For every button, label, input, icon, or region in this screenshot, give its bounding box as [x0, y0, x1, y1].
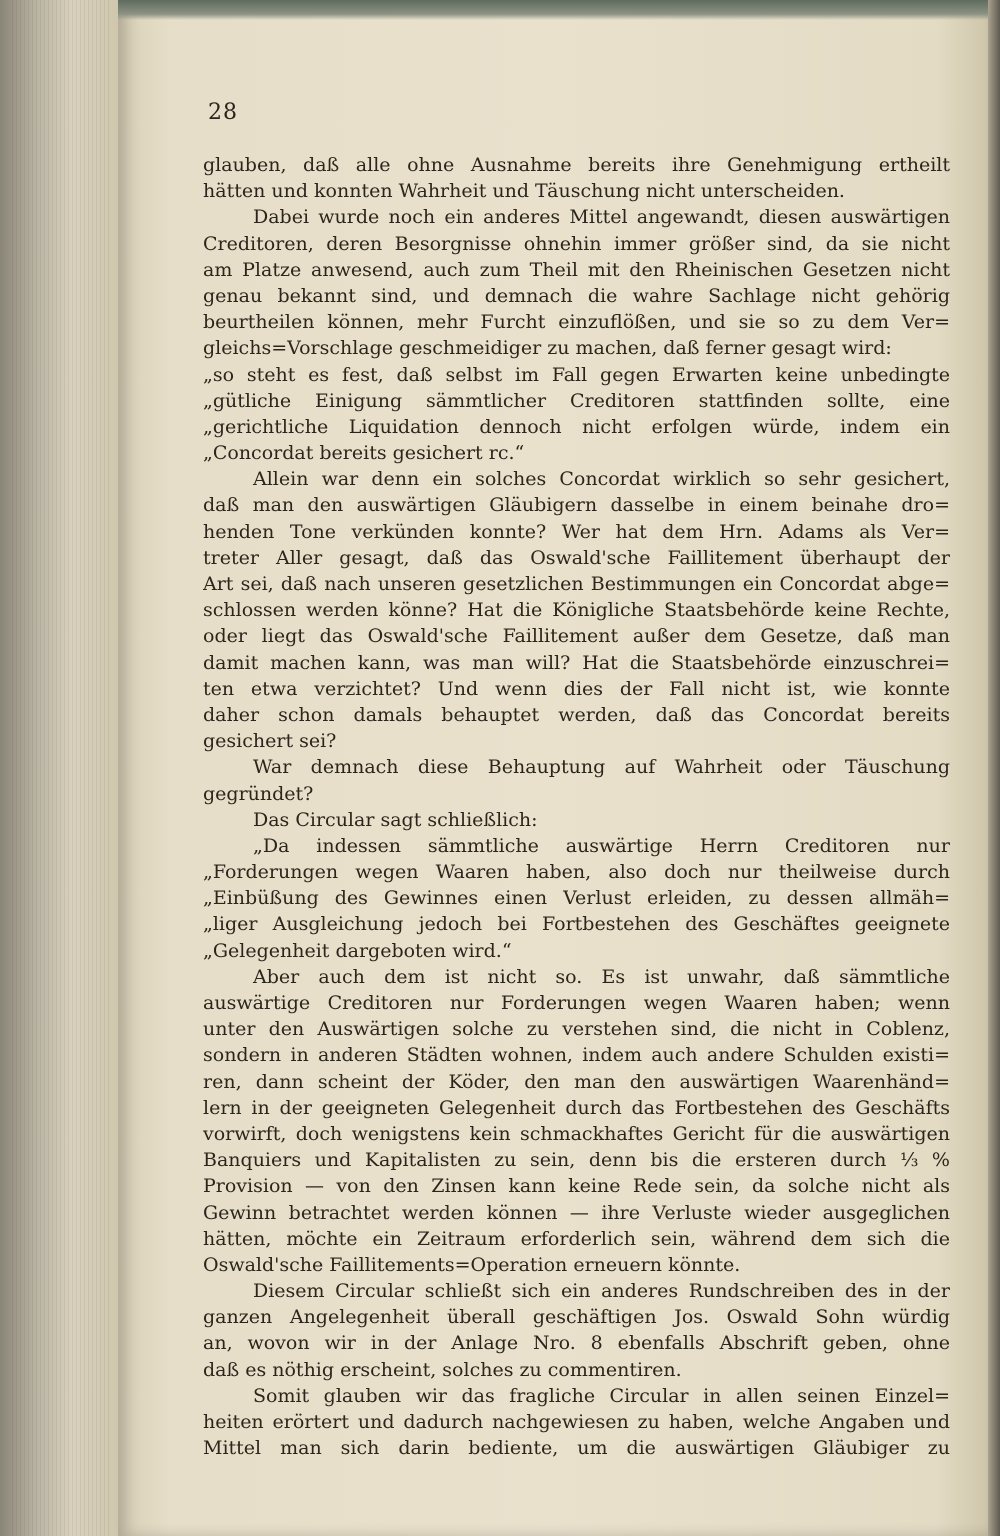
text-line: beurtheilen können, mehr Furcht einzuflößen, und sie so zu dem Ver= [203, 311, 950, 334]
right-page-edge [988, 0, 1000, 1536]
text-line: ten etwa verzichtet? Und wenn dies der Fall nicht ist, wie konnte [203, 677, 950, 700]
text-line: Somit glauben wir das fragliche Circular in allen seinen Einzel= [253, 1384, 950, 1407]
text-line: gleichs=Vorschlage geschmeidiger zu machen, daß ferner gesagt wird: [203, 337, 892, 360]
text-line: Creditoren, deren Besorgnisse ohnehin immer größer sind, da sie nicht [203, 232, 950, 255]
text-line: auswärtige Creditoren nur Forderungen wegen Waaren haben; wenn [203, 992, 950, 1014]
text-line: heiten erörtert und dadurch nachgewiesen zu haben, welche Angaben und [203, 1411, 950, 1433]
text-line: hätten und konnten Wahrheit und Täuschung nicht unterscheiden. [203, 180, 845, 203]
text-line: gesichert sei? [203, 730, 337, 753]
text-line: War demnach diese Behauptung auf Wahrheit oder Täuschung [253, 756, 950, 779]
text-line: daß man den auswärtigen Gläubigern dasselbe in einem beinahe dro= [203, 494, 950, 517]
text-line: „gerichtliche Liquidation dennoch nicht erfolgen würde, indem ein [203, 415, 950, 438]
text-line: „Da indessen sämmtliche auswärtige Herrn Creditoren nur [253, 834, 950, 857]
text-line: ganzen Angelegenheit überall geschäftigen Jos. Oswald Sohn würdig [203, 1306, 950, 1329]
text-line: daher schon damals behauptet werden, daß das Concordat bereits [203, 703, 950, 726]
text-line: „Gelegenheit dargeboten wird.“ [203, 939, 512, 962]
text-line: Mittel man sich darin bediente, um die auswärtigen Gläubiger zu [203, 1437, 950, 1460]
text-line: daß es nöthig erscheint, solches zu commentiren. [203, 1358, 682, 1381]
page-number: 28 [208, 100, 238, 125]
text-line: treter Aller gesagt, daß das Oswald'sche Faillitement überhaupt der [203, 546, 950, 569]
text-line: vorwirft, doch wenigstens kein schmackhaftes Gericht für die auswärtigen [203, 1122, 950, 1145]
text-line: damit machen kann, was man will? Hat die Staatsbehörde einzuschrei= [203, 651, 950, 674]
text-line: Allein war denn ein solches Concordat wirklich so sehr gesichert, [253, 468, 950, 491]
text-line: Das Circular sagt schließlich: [253, 808, 538, 831]
text-line: „Forderungen wegen Waaren haben, also doch nur theilweise durch [203, 861, 950, 884]
body-text [203, 152, 950, 1461]
text-line: sondern in anderen Städten wohnen, indem auch andere Schulden existi= [203, 1044, 950, 1067]
text-line: am Platze anwesend, auch zum Theil mit den Rheinischen Gesetzen nicht [203, 258, 950, 281]
text-line: lern in der geeigneten Gelegenheit durch das Fortbestehen des Geschäfts [203, 1096, 950, 1119]
text-line: schlossen werden könne? Hat die Königliche Staatsbehörde keine Rechte, [203, 599, 950, 622]
text-line: „Einbüßung des Gewinnes einen Verlust erleiden, zu dessen allmäh= [203, 887, 950, 910]
text-line: „liger Ausgleichung jedoch bei Fortbestehen des Geschäftes geeignete [203, 913, 950, 936]
text-line: ren, dann scheint der Köder, den man den auswärtigen Waarenhänd= [203, 1070, 950, 1093]
text-line: oder liegt das Oswald'sche Faillitement außer dem Gesetze, daß man [203, 625, 950, 648]
text-line: unter den Auswärtigen solche zu verstehen sind, die nicht in Coblenz, [203, 1018, 950, 1041]
text-line: „Concordat bereits gesichert rc.“ [203, 442, 525, 465]
book-page-edges [0, 0, 120, 1536]
text-line: Dabei wurde noch ein anderes Mittel angewandt, diesen auswärtigen [253, 206, 950, 229]
top-binding-strip [118, 0, 988, 20]
text-line: an, wovon wir in der Anlage Nro. 8 ebenfalls Abschrift geben, ohne [203, 1332, 950, 1355]
page-edge-stripes [12, 0, 112, 1536]
text-line: Aber auch dem ist nicht so. Es ist unwahr, daß sämmtliche [253, 965, 950, 988]
text-line: henden Tone verkünden konnte? Wer hat dem Hrn. Adams als Ver= [203, 520, 950, 543]
text-line: glauben, daß alle ohne Ausnahme bereits ihre Genehmigung ertheilt [203, 154, 950, 176]
text-line: Diesem Circular schließt sich ein anderes Rundschreiben des in der [253, 1280, 950, 1303]
text-line: gegründet? [203, 782, 314, 805]
text-line: Provision — von den Zinsen kann keine Rede sein, da solche nicht als [203, 1175, 950, 1198]
text-line: Gewinn betrachtet werden können — ihre Verluste wieder ausgeglichen [203, 1201, 950, 1224]
text-line: Oswald'sche Faillitements=Operation erneuern könnte. [203, 1253, 741, 1276]
text-line: Banquiers und Kapitalisten zu sein, denn bis die ersteren durch ⅓ % [203, 1149, 950, 1172]
text-line: „so steht es fest, daß selbst im Fall gegen Erwarten keine unbedingte [203, 363, 950, 386]
text-line: genau bekannt sind, und demnach die wahre Sachlage nicht gehörig [203, 284, 950, 307]
text-line: hätten, möchte ein Zeitraum erforderlich sein, während dem sich die [203, 1227, 950, 1250]
text-line: „gütliche Einigung sämmtlicher Creditoren stattfinden sollte, eine [203, 389, 950, 412]
text-line: Art sei, daß nach unseren gesetzlichen Bestimmungen ein Concordat abge= [203, 573, 950, 595]
